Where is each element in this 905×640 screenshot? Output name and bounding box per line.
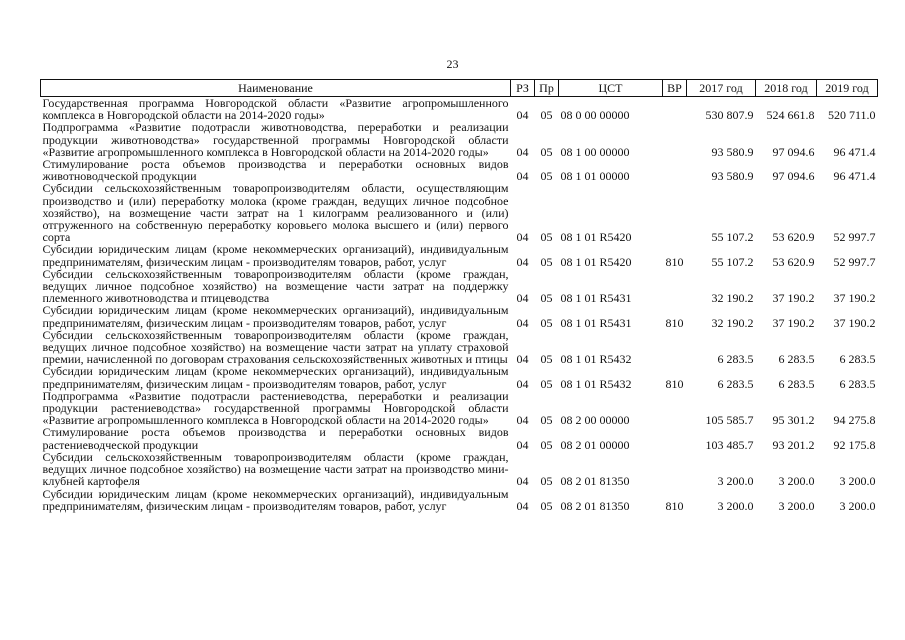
row-name: Стимулирование роста объемов производства и переработки основных видов животноводческой продукции: [42, 157, 509, 184]
row-2018: 53 620.9: [772, 254, 815, 269]
row-pr: 05: [540, 254, 553, 269]
row-rz: 04: [516, 474, 529, 489]
row-name: Субсидии сельскохозяйственным товаропроизводителям области (кроме граждан, ведущих личное подсобное хозяйство) на возмещение части затрат на производство мини-клубней картофеля: [42, 449, 509, 489]
row-2017: 55 107.2: [711, 230, 754, 245]
row-pr: 05: [540, 498, 553, 513]
row-2017: 105 585.7: [705, 413, 754, 428]
row-2018: 37 190.2: [772, 315, 815, 330]
row-2019: 94 275.8: [833, 413, 876, 428]
table-row: [41, 488, 878, 512]
row-pr: 05: [540, 352, 553, 367]
row-vr: 810: [665, 254, 684, 269]
row-cst: 08 2 01 00000: [560, 437, 630, 452]
budget-table: [40, 79, 878, 512]
table-row: [41, 97, 878, 122]
row-2017: 32 190.2: [711, 291, 754, 306]
row-2017: 3 200.0: [717, 474, 754, 489]
row-name: Субсидии сельскохозяйственным товаропроизводителям области, осуществляющим производство и (или) переработку молока (кроме граждан, ведущих личное подсобное хозяйство), на возмещение части затрат на 1 килограмм реализованного и (или) отгруженного на собственную переработку коровьего молока высшего и (или) первого сорта: [42, 181, 509, 245]
row-2017: 55 107.2: [711, 254, 754, 269]
row-cst: 08 1 00 00000: [560, 144, 630, 159]
table-row: [41, 426, 878, 450]
row-cst: 08 1 01 R5420: [560, 230, 632, 245]
row-2018: 3 200.0: [778, 498, 815, 513]
row-pr: 05: [540, 413, 553, 428]
row-2018: 524 661.8: [766, 108, 815, 123]
row-pr: 05: [540, 474, 553, 489]
row-2019: 37 190.2: [833, 291, 876, 306]
row-2017: 3 200.0: [717, 498, 754, 513]
row-rz: 04: [516, 169, 529, 184]
row-name: Субсидии сельскохозяйственным товаропроизводителям области (кроме граждан, ведущих личное подсобное хозяйство) на возмещение части затрат на поддержку племенного животноводства и птицеводства: [42, 266, 509, 306]
row-2017: 103 485.7: [705, 437, 754, 452]
header-pr: Пр: [535, 80, 559, 97]
row-name: Подпрограмма «Развитие подотрасли животноводства, переработки и реализации продукции животноводства» государственной программы Новгородской области «Развитие агропромышленного комплекса в Новгородской области на 2014-2020 годы»: [42, 120, 509, 159]
row-pr: 05: [540, 230, 553, 245]
row-name: Субсидии юридическим лицам (кроме некоммерческих организаций), индивидуальным предпринимателям, физическим лицам - производителям товаров, работ, услуг: [42, 242, 509, 269]
header-rz: РЗ: [511, 80, 535, 97]
row-2018: 3 200.0: [778, 474, 815, 489]
row-rz: 04: [516, 315, 529, 330]
table-row: [41, 182, 878, 243]
table-row: [41, 304, 878, 328]
row-2018: 37 190.2: [772, 291, 815, 306]
row-cst: 08 1 01 R5420: [560, 254, 632, 269]
row-2019: 6 283.5: [839, 376, 876, 391]
row-rz: 04: [516, 498, 529, 513]
header-2017: 2017 год: [687, 80, 756, 97]
row-vr: [663, 121, 687, 158]
row-2018: 6 283.5: [778, 376, 815, 391]
row-pr: 05: [540, 108, 553, 123]
row-2019: 520 711.0: [827, 108, 876, 123]
table-row: [41, 243, 878, 267]
row-2019: 52 997.7: [833, 230, 876, 245]
row-vr: [663, 182, 687, 243]
row-cst: 08 2 00 00000: [560, 413, 630, 428]
row-name: Субсидии сельскохозяйственным товаропроизводителям области (кроме граждан, ведущих личное подсобное хозяйство) на возмещение части затрат на уплату страховой премии, начисленной по договорам страхования сельскохозяйственных животных и птицы: [42, 327, 509, 367]
row-cst: 08 1 01 R5431: [560, 315, 632, 330]
row-2019: 3 200.0: [839, 498, 876, 513]
row-2017: 6 283.5: [717, 352, 754, 367]
row-2018: 97 094.6: [772, 144, 815, 159]
row-vr: [663, 329, 687, 366]
row-cst: 08 1 01 R5432: [560, 376, 632, 391]
row-cst: 08 1 01 R5431: [560, 291, 632, 306]
row-rz: 04: [516, 254, 529, 269]
row-vr: 810: [665, 498, 684, 513]
row-rz: 04: [516, 376, 529, 391]
row-2019: 37 190.2: [833, 315, 876, 330]
row-vr: 810: [665, 376, 684, 391]
row-2017: 93 580.9: [711, 144, 754, 159]
table-row: [41, 365, 878, 389]
table-header-row: [41, 80, 878, 97]
row-pr: 05: [540, 376, 553, 391]
row-rz: 04: [516, 230, 529, 245]
row-cst: 08 1 01 R5432: [560, 352, 632, 367]
row-rz: 04: [516, 108, 529, 123]
row-rz: 04: [516, 352, 529, 367]
header-vr: ВР: [663, 80, 687, 97]
row-vr: [663, 97, 687, 122]
row-2017: 93 580.9: [711, 169, 754, 184]
row-2019: 52 997.7: [833, 254, 876, 269]
row-2019: 96 471.4: [833, 169, 876, 184]
row-cst: 08 0 00 00000: [560, 108, 630, 123]
page-number: 23: [446, 57, 459, 71]
row-2019: 96 471.4: [833, 144, 876, 159]
row-vr: [663, 426, 687, 450]
row-name: Субсидии юридическим лицам (кроме некоммерческих организаций), индивидуальным предпринимателям, физическим лицам - производителям товаров, работ, услуг: [42, 303, 509, 330]
row-2018: 53 620.9: [772, 230, 815, 245]
row-2017: 6 283.5: [717, 376, 754, 391]
row-2019: 6 283.5: [839, 352, 876, 367]
table-row: [41, 268, 878, 305]
row-vr: [663, 390, 687, 427]
header-2019: 2019 год: [817, 80, 878, 97]
table-row: [41, 158, 878, 182]
row-cst: 08 2 01 81350: [560, 498, 630, 513]
table-body: [41, 97, 878, 512]
row-pr: 05: [540, 144, 553, 159]
row-vr: [663, 268, 687, 305]
row-2018: 93 201.2: [772, 437, 815, 452]
table-row: [41, 121, 878, 158]
row-rz: 04: [516, 413, 529, 428]
row-pr: 05: [540, 169, 553, 184]
row-pr: 05: [540, 437, 553, 452]
row-name: Субсидии юридическим лицам (кроме некоммерческих организаций), индивидуальным предпринимателям, физическим лицам - производителям товаров, работ, услуг: [42, 486, 509, 513]
row-2017: 530 807.9: [705, 108, 754, 123]
table-row: [41, 329, 878, 366]
row-2018: 97 094.6: [772, 169, 815, 184]
row-vr: [663, 158, 687, 182]
header-cst: ЦСТ: [559, 80, 663, 97]
row-2018: 6 283.5: [778, 352, 815, 367]
row-rz: 04: [516, 437, 529, 452]
row-cst: 08 1 01 00000: [560, 169, 630, 184]
row-rz: 04: [516, 291, 529, 306]
row-rz: 04: [516, 144, 529, 159]
row-name: Субсидии юридическим лицам (кроме некоммерческих организаций), индивидуальным предпринимателям, физическим лицам - производителям товаров, работ, услуг: [42, 364, 509, 391]
row-2019: 92 175.8: [833, 437, 876, 452]
row-2017: 32 190.2: [711, 315, 754, 330]
header-name: Наименование: [41, 80, 511, 97]
row-cst: 08 2 01 81350: [560, 474, 630, 489]
row-vr: 810: [665, 315, 684, 330]
row-pr: 05: [540, 291, 553, 306]
row-2018: 95 301.2: [772, 413, 815, 428]
table-row: [41, 451, 878, 488]
header-2018: 2018 год: [756, 80, 817, 97]
table-row: [41, 390, 878, 427]
row-name: Стимулирование роста объемов производства и переработки основных видов растениеводческой продукции: [42, 425, 509, 452]
row-pr: 05: [540, 315, 553, 330]
row-name: Подпрограмма «Развитие подотрасли растениеводства, переработки и реализации продукции растениеводства» государственной программы Новгородской области «Развитие агропромышленного комплекса в Новгородской области на 2014-2020 годы»: [42, 388, 509, 428]
row-name: Государственная программа Новгородской области «Развитие агропромышленного комплекса в Новгородской области на 2014-2020 годы»: [42, 96, 509, 123]
row-vr: [663, 451, 687, 488]
row-2019: 3 200.0: [839, 474, 876, 489]
